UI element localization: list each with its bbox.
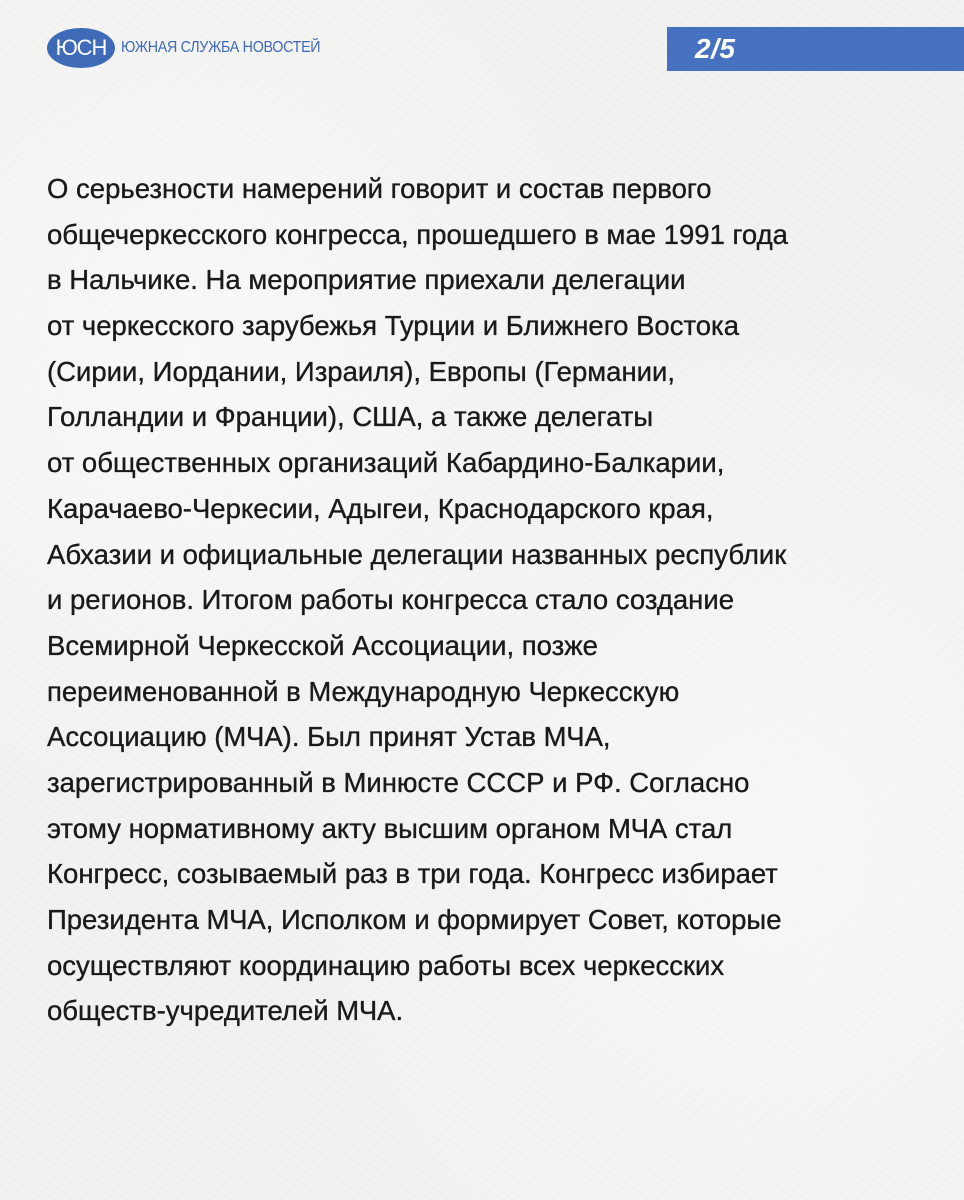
article-line: Ассоциацию (МЧА). Был принят Устав МЧА, [47,721,611,753]
article-line: от черкесского зарубежья Турции и Ближнего Востока [47,310,739,342]
article-line: осуществляют координацию работы всех черкесских [47,949,725,981]
article-line: и регионов. Итогом работы конгресса стало создание [47,584,735,616]
logo-badge [47,28,115,68]
article-line: (Сирии, Иордании, Израиля), Европы (Германии, [47,355,676,387]
page-indicator [667,27,964,71]
logo [47,28,338,68]
article-line: Всемирной Черкесской Ассоциации, позже [47,629,598,661]
article-line: в Нальчике. На мероприятие приехали делегации [47,264,686,296]
article-body [47,166,937,1034]
page-indicator-text: 2/5 [695,33,736,64]
logo-abbr: ЮСН [55,35,107,60]
article-line: от общественных организаций Кабардино-Балкарии, [47,447,725,479]
article-line: О серьезности намерений говорит и состав первого [47,173,712,204]
logo-name: ЮЖНАЯ СЛУЖБА НОВОСТЕЙ [121,39,321,56]
header [0,0,964,100]
article-line: Конгресс, созываемый раз в три года. Конгресс избирает [47,858,778,890]
article-line: Абхазии и официальные делегации названных республик [47,538,787,570]
article-line: этому нормативному акту высшим органом МЧА стал [47,812,733,844]
article-line: Голландии и Франции), США, а также делегаты [47,401,654,433]
article-line: переименованной в Международную Черкесскую [47,675,680,707]
article-line: Президента МЧА, Исполком и формирует Совет, которые [47,904,782,935]
article-line: Карачаево-Черкесии, Адыгеи, Краснодарского края, [47,492,714,524]
article-line: зарегистрированный в Минюсте СССР и РФ. Согласно [47,766,750,798]
article-line: общечеркесского конгресса, прошедшего в мае 1991 года [47,218,788,250]
article-line: обществ-учредителей МЧА. [47,995,404,1027]
